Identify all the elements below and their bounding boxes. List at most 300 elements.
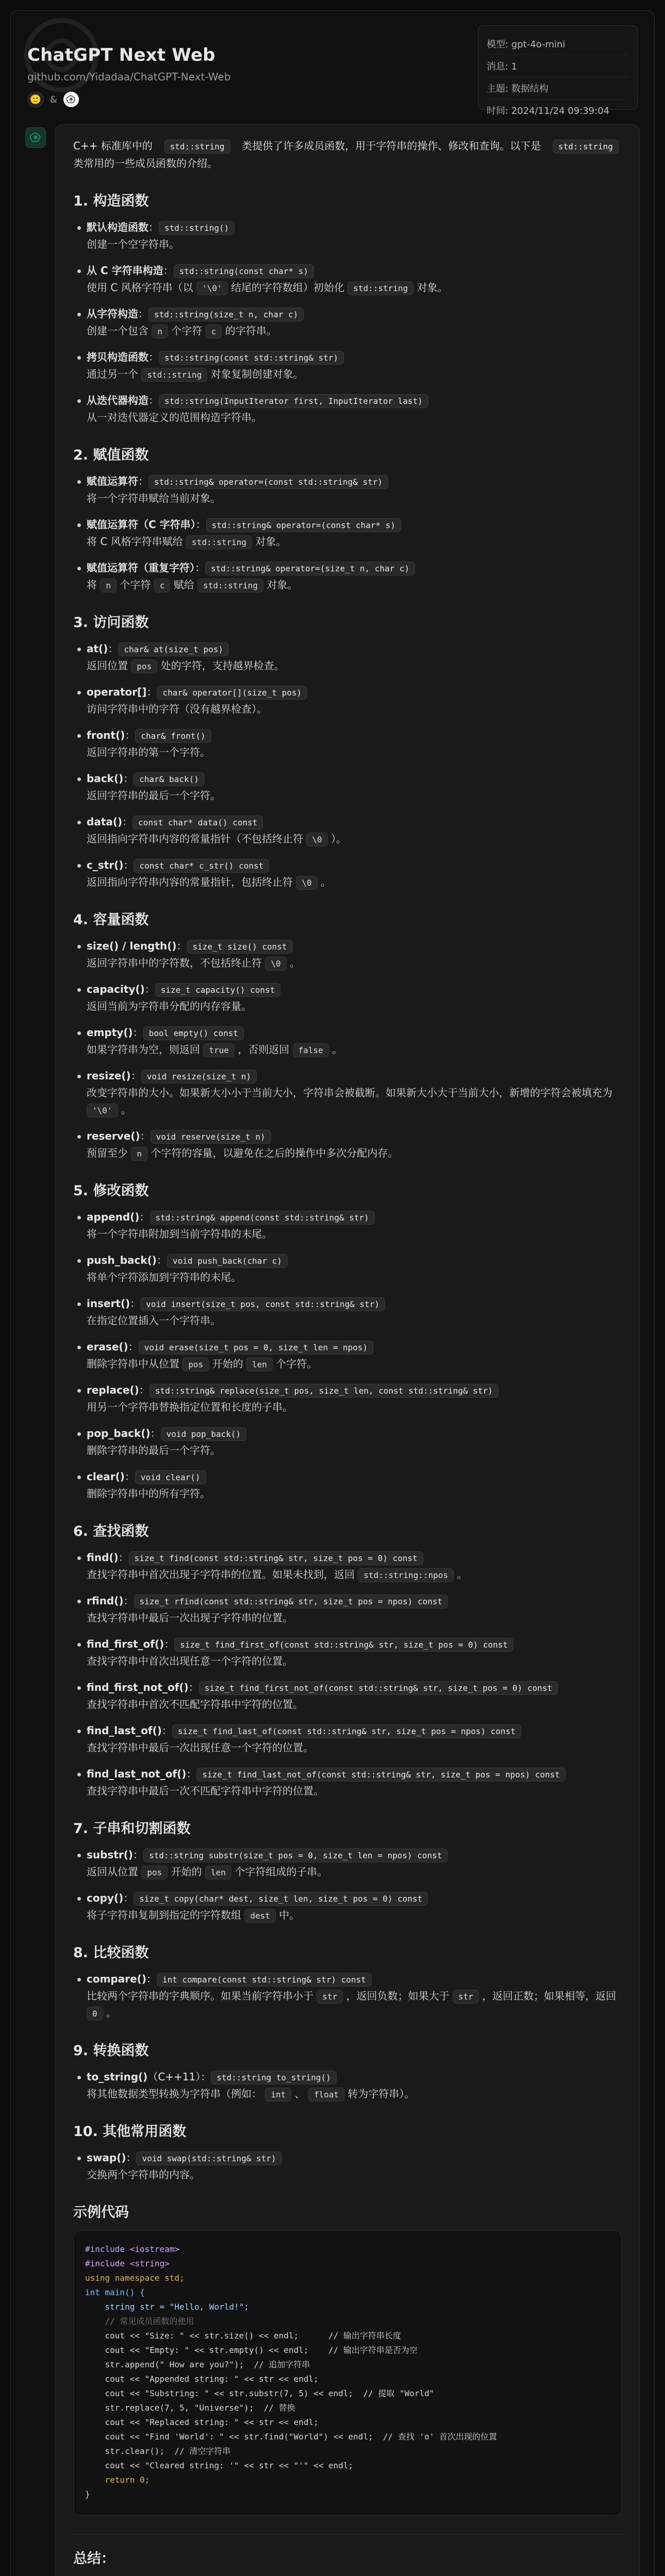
list-item <box>73 516 622 550</box>
item-label: erase() <box>87 1341 128 1353</box>
desc-inline-code: \0 <box>306 833 327 847</box>
code-text: cout << "Substring: " << str.substr(7, 5) << endl; // 提取 "World" <box>85 2388 435 2398</box>
item-label: find_first_of() <box>87 1638 164 1650</box>
desc-text: 结尾的字符数组）初始化 <box>230 281 344 294</box>
desc-text: 个字符的容量，以避免在之后的操作中多次分配内存。 <box>151 1147 398 1159</box>
list-item <box>73 1425 622 1459</box>
item-signature-code: std::string(InputIterator first, InputIterator last) <box>159 394 428 409</box>
item-signature-code: size_t copy(char* dest, size_t len, size_t pos = 0) const <box>134 1892 428 1906</box>
desc-inline-code: '\0' <box>87 1104 118 1118</box>
colon: ： <box>186 1768 197 1780</box>
desc-text: 。 <box>320 876 331 888</box>
item-description: 删除字符串中的所有字符。 <box>87 1487 210 1500</box>
item-description <box>87 323 622 340</box>
item-signature-code: std::string& replace(size_t pos, size_t len, const std::string& str) <box>149 1384 498 1398</box>
item-signature-code: void insert(size_t pos, const std::string& str) <box>140 1297 385 1312</box>
item-label: find_last_of() <box>87 1724 162 1737</box>
colon: ： <box>161 1724 172 1737</box>
colon: ： <box>118 1551 129 1564</box>
assistant-avatar <box>25 127 46 148</box>
code-line <box>85 2487 610 2502</box>
list-item <box>73 1592 622 1626</box>
section-list <box>73 640 622 891</box>
desc-text-3: 。 <box>106 2007 117 2019</box>
list-item <box>73 981 622 1015</box>
item-label: pop_back() <box>87 1427 151 1439</box>
list-item <box>73 1209 622 1243</box>
desc-inline-code: \0 <box>296 876 317 890</box>
item-label: capacity() <box>87 983 145 995</box>
code-text: } <box>85 2489 90 2499</box>
item-signature-code: std::string& operator=(const char* s) <box>206 518 401 533</box>
desc-text-2: 。 <box>332 1043 343 1056</box>
item-label: empty() <box>87 1026 133 1039</box>
colon: ： <box>130 1297 141 1310</box>
desc-inline-code-2: c <box>206 325 222 339</box>
assistant-message <box>25 124 640 2576</box>
code-text: str.replace(7, 5, "Universe"); // 替换 <box>85 2403 295 2413</box>
colon: ： <box>156 1254 167 1266</box>
desc-text: 。 <box>289 957 300 969</box>
desc-text: 通过另一个 <box>87 368 138 380</box>
section-title: 10. 其他常用函数 <box>73 2124 187 2140</box>
item-description: 将一个字符串赋给当前对象。 <box>87 492 221 504</box>
item-description <box>87 1145 622 1162</box>
repo-link[interactable]: github.com/Yidadaa/ChatGPT-Next-Web <box>27 71 231 83</box>
item-label: back() <box>87 772 124 785</box>
item-signature-code: std::string(size_t n, char c) <box>148 308 304 322</box>
inline-code-std-string-2: std::string <box>553 140 619 154</box>
item-signature-code: size_t find_first_not_of(const std::string& str, size_t pos = 0) const <box>199 1681 558 1696</box>
desc-inline-code: true <box>203 1043 235 1058</box>
code-line <box>85 2285 610 2300</box>
code-text: return 0; <box>85 2475 150 2485</box>
desc-inline-code: pos <box>131 659 157 674</box>
item-label: 赋值运算符（重复字符） <box>87 562 195 574</box>
code-text: str.append(" How are you?"); // 追加字符串 <box>85 2360 310 2369</box>
colon: ： <box>144 983 155 995</box>
item-label: push_back() <box>87 1254 157 1266</box>
desc-inline-code: int <box>265 2088 291 2102</box>
item-signature-code: std::string& operator=(size_t n, char c) <box>205 562 415 576</box>
desc-inline-code: pos <box>141 1866 168 1880</box>
item-description <box>87 366 622 383</box>
colon: ： <box>138 475 148 487</box>
item-label: 默认构造函数 <box>87 221 148 233</box>
item-description: 返回字符串的第一个字符。 <box>87 746 210 758</box>
item-signature-code: bool empty() const <box>143 1026 244 1041</box>
intro-before: C++ 标准库中的 <box>73 140 153 152</box>
list-item <box>73 1295 622 1329</box>
desc-inline-code: '\0' <box>196 281 228 296</box>
item-label: compare() <box>87 1973 146 1985</box>
list-item <box>73 684 622 718</box>
desc-inline-code: std::string <box>141 368 207 382</box>
item-label: swap() <box>87 2151 126 2164</box>
item-description <box>87 831 622 848</box>
desc-inline-code: dest <box>244 1909 276 1923</box>
desc-text: 返回指向字符串内容的常量指针（不包括终止符 <box>87 833 303 845</box>
desc-text-2: 的字符串。 <box>225 325 277 337</box>
item-label: 从迭代器构造 <box>87 394 148 406</box>
openai-icon <box>63 92 79 107</box>
list-item <box>73 1252 622 1286</box>
desc-text-2: 个字符。 <box>276 1358 318 1370</box>
item-signature-code: char& back() <box>134 772 205 787</box>
list-item <box>73 1067 622 1118</box>
colon: ： <box>139 1211 150 1223</box>
code-text: cout << "Find 'World': " << str.find("World") << endl; // 查找 'o' 首次出现的位置 <box>85 2432 497 2442</box>
desc-text: 返回从位置 <box>87 1866 138 1878</box>
item-label: front() <box>87 729 125 741</box>
desc-text: 将子字符串复制到指定的字符数组 <box>87 1909 241 1921</box>
item-description: 查找字符串中首次出现任意一个字符的位置。 <box>87 1655 293 1667</box>
code-line <box>85 2473 610 2487</box>
colon: ： <box>195 518 206 531</box>
colon: ： <box>195 562 205 574</box>
list-item <box>73 938 622 972</box>
colon: ： <box>176 940 187 952</box>
item-signature-code: void pop_back() <box>161 1427 247 1442</box>
item-signature-code: void clear() <box>135 1470 206 1485</box>
desc-text-3: 对象。 <box>267 579 298 591</box>
code-text: cout << "Appended string: " << str << endl; <box>85 2374 319 2384</box>
list-item <box>73 1128 622 1162</box>
item-label: c_str() <box>87 859 124 871</box>
item-signature-code: size_t size() const <box>187 940 293 954</box>
colon: ： <box>122 816 133 828</box>
user-emoji-icon: 🙂 <box>27 91 44 108</box>
list-item <box>73 1679 622 1713</box>
item-label-suffix: （C++11） <box>147 2071 201 2083</box>
section-title: 4. 容量函数 <box>73 912 149 928</box>
list-item <box>73 1636 622 1670</box>
item-signature-code: char& operator[](size_t pos) <box>157 686 307 700</box>
code-text: cout << "Replaced string: " << str << endl; <box>85 2417 319 2427</box>
item-label: clear() <box>87 1470 125 1483</box>
intro-after-2: 类常用的一些成员函数的介绍。 <box>73 157 218 170</box>
item-description: 将单个字符添加到字符串的末尾。 <box>87 1271 241 1283</box>
desc-text: 返回位置 <box>87 659 128 672</box>
item-label: reserve() <box>87 1130 140 1142</box>
item-label: insert() <box>87 1297 130 1310</box>
colon: ： <box>130 1070 141 1082</box>
item-label: 从字符构造 <box>87 308 138 320</box>
item-description <box>87 1566 622 1583</box>
code-text: using namespace std; <box>85 2273 185 2283</box>
section-title: 1. 构造函数 <box>73 193 149 209</box>
item-signature-code: std::string& append(const std::string& str) <box>150 1211 375 1225</box>
app-title: ChatGPT Next Web <box>27 45 215 65</box>
item-description <box>87 1863 622 1880</box>
item-label: data() <box>87 816 123 828</box>
desc-text: 对象。 <box>255 535 287 548</box>
desc-text: 删除字符串中从位置 <box>87 1358 179 1370</box>
item-description <box>87 533 622 550</box>
list-item <box>73 640 622 674</box>
desc-text: 将其他数据类型转换为字符串（例如： <box>87 2088 262 2100</box>
chat-area <box>11 124 654 2576</box>
desc-text: 将 C 风格字符串赋给 <box>87 535 183 548</box>
meta-model: 模型: gpt-4o-mini <box>487 33 629 55</box>
item-description <box>87 955 622 972</box>
section-title: 7. 子串和切割函数 <box>73 1821 191 1837</box>
colon: ： <box>188 1681 199 1693</box>
desc-inline-code-3: std::string <box>197 579 263 593</box>
list-item <box>73 1338 622 1372</box>
meta-topic: 主题: 数据结构 <box>487 77 629 99</box>
item-label: to_string() <box>87 2071 148 2083</box>
summary-title: 总结： <box>73 2551 115 2567</box>
colon: ： <box>125 729 136 741</box>
colon: ： <box>146 1973 157 1985</box>
header-icons <box>27 91 230 108</box>
list-item <box>73 306 622 340</box>
section-title: 3. 访问函数 <box>73 615 149 631</box>
item-description: 访问字符串中的字符（没有越界检查）。 <box>87 703 267 715</box>
item-label: size() / length() <box>87 940 177 952</box>
code-line <box>85 2329 610 2343</box>
list-item <box>73 1549 622 1583</box>
section-list <box>73 1549 622 1800</box>
desc-inline-code-2: len <box>205 1866 231 1880</box>
desc-inline-code: n <box>131 1147 147 1161</box>
section-title: 6. 查找函数 <box>73 1523 149 1539</box>
desc-text: 使用 C 风格字符串（以 <box>87 281 193 294</box>
desc-inline-code: n <box>100 579 117 593</box>
colon: ： <box>139 1384 149 1396</box>
colon: ： <box>123 772 134 785</box>
item-signature-code: std::string to_string() <box>211 2071 337 2085</box>
item-description: 查找字符串中最后一次不匹配字符串中字符的位置。 <box>87 1785 324 1797</box>
section-list <box>73 2069 622 2103</box>
item-signature-code: std::string& operator=(const std::string& str) <box>148 475 388 489</box>
item-signature-code: size_t find(const std::string& str, size_t pos = 0) const <box>129 1551 423 1566</box>
item-description: 从一对迭代器定义的范围构造字符串。 <box>87 411 262 423</box>
item-signature-code: std::string substr(size_t pos = 0, size_t len = npos) const <box>143 1849 447 1863</box>
code-line <box>85 2314 610 2329</box>
item-signature-code: char& front() <box>135 729 211 743</box>
intro-paragraph <box>73 137 622 172</box>
brand-left <box>27 25 230 110</box>
item-signature-code: size_t find_first_of(const std::string& str, size_t pos = 0) const <box>174 1638 513 1652</box>
summary-box <box>73 2534 622 2576</box>
list-item <box>73 262 622 296</box>
section-list <box>73 938 622 1162</box>
list-item <box>73 1722 622 1756</box>
desc-text: ，否则返回 <box>238 1043 290 1056</box>
openai-avatar-icon <box>30 132 41 143</box>
colon: ： <box>128 1341 139 1353</box>
section-list <box>73 2149 622 2183</box>
item-description <box>87 1988 622 2022</box>
chat-export-frame <box>10 10 655 2576</box>
desc-inline-code: \0 <box>265 957 286 971</box>
desc-inline-code-3: 0 <box>87 2007 103 2021</box>
item-signature-code: std::string(const std::string& str) <box>159 351 344 365</box>
desc-text: 预留至少 <box>87 1147 128 1159</box>
item-description <box>87 279 622 296</box>
desc-inline-code-2: std::string <box>347 281 413 296</box>
code-text: #include <iostream> <box>85 2244 180 2254</box>
assistant-bubble <box>55 124 640 2576</box>
item-label: 从 C 字符串构造 <box>87 264 163 277</box>
code-line <box>85 2430 610 2444</box>
desc-text: 对象复制创建对象。 <box>210 368 304 380</box>
list-item <box>73 1971 622 2022</box>
colon: ： <box>132 1026 143 1039</box>
meta-card <box>478 25 638 116</box>
item-description: 返回字符串的最后一个字符。 <box>87 789 221 802</box>
code-line <box>85 2242 610 2257</box>
desc-inline-code-2: str <box>453 1990 479 2004</box>
list-item <box>73 1766 622 1800</box>
code-text: cout << "Size: " << str.size() << endl; // 输出字符串长度 <box>85 2331 401 2341</box>
item-description <box>87 1355 622 1372</box>
list-item <box>73 219 622 253</box>
section-title: 2. 赋值函数 <box>73 447 149 463</box>
code-line <box>85 2459 610 2473</box>
desc-text: 开始的 <box>212 1358 243 1370</box>
colon: ： <box>163 264 174 277</box>
colon: ： <box>123 859 134 871</box>
list-item <box>73 349 622 383</box>
section-title: 8. 比较函数 <box>73 1945 149 1961</box>
desc-text: 比较两个字符串的字典顺序。如果当前字符串小于 <box>87 1990 313 2002</box>
item-signature-code: void reserve(size_t n) <box>151 1130 271 1144</box>
item-signature-code: char& at(size_t pos) <box>118 642 229 657</box>
code-line <box>85 2343 610 2358</box>
sections <box>73 190 622 2183</box>
code-text: int main() { <box>85 2287 145 2297</box>
item-label: 拷贝构造函数 <box>87 351 148 363</box>
openai-icon-glyph <box>66 95 76 104</box>
item-description: 创建一个空字符串。 <box>87 238 179 250</box>
item-signature-code: size_t capacity() const <box>155 983 281 997</box>
item-description <box>87 1041 622 1058</box>
list-item <box>73 727 622 761</box>
item-label: 赋值运算符 <box>87 475 138 487</box>
intro-after: 类提供了许多成员函数，用于字符串的操作、修改和查询。以下是 <box>242 140 541 152</box>
list-item <box>73 770 622 804</box>
meta-messages: 消息: 1 <box>487 55 629 77</box>
desc-text-2: 对象。 <box>417 281 448 294</box>
colon: ： <box>148 351 159 363</box>
colon: ： <box>146 686 157 698</box>
code-text: #include <string> <box>85 2259 170 2268</box>
code-line <box>85 2257 610 2271</box>
item-description <box>87 1907 622 1924</box>
desc-text: 。 <box>121 1104 131 1116</box>
list-item <box>73 1890 622 1924</box>
colon: ： <box>148 221 159 233</box>
list-item <box>73 814 622 848</box>
code-text: cout << "Cleared string: '" << str << "'" << endl; <box>85 2461 354 2470</box>
desc-text: 。 <box>457 1568 468 1581</box>
desc-inline-code-2: false <box>293 1043 329 1058</box>
list-item <box>73 2069 622 2103</box>
desc-text: 创建一个包含 <box>87 325 148 337</box>
desc-text: ）。 <box>330 833 346 845</box>
example-code <box>74 2231 621 2515</box>
code-text: // 常见成员函数的使用 <box>85 2316 194 2326</box>
desc-text: 将 <box>87 579 97 591</box>
desc-text: ，返回负数；如果大于 <box>346 1990 450 2002</box>
item-signature-code: size_t find_last_of(const std::string& str, size_t pos = npos) const <box>172 1724 521 1739</box>
ampersand-text: & <box>50 94 58 105</box>
app-header <box>11 11 654 124</box>
item-signature-code: void push_back(char c) <box>167 1254 288 1268</box>
colon: ： <box>108 642 119 655</box>
desc-inline-code-2: len <box>246 1358 273 1372</box>
item-label: at() <box>87 642 108 655</box>
item-description: 交换两个字符串的内容。 <box>87 2168 200 2181</box>
item-description: 删除字符串的最后一个字符。 <box>87 1444 221 1456</box>
desc-text-2: 赋给 <box>173 579 194 591</box>
section-list <box>73 1209 622 1502</box>
section-list <box>73 1971 622 2022</box>
desc-text: 中。 <box>279 1909 300 1921</box>
colon: ： <box>123 1595 134 1607</box>
colon: ： <box>133 1849 144 1861</box>
desc-text: 查找字符串中首次出现子字符串的位置。如果未找到，返回 <box>87 1568 355 1581</box>
item-signature-code: std::string(const char* s) <box>174 264 314 279</box>
item-signature-code: std::string() <box>159 221 235 235</box>
item-description <box>87 657 622 674</box>
list-item <box>73 392 622 426</box>
item-signature-code: size_t find_last_not_of(const std::string& str, size_t pos = npos) const <box>196 1768 566 1782</box>
colon: ： <box>123 1892 134 1904</box>
item-description: 查找字符串中最后一次出现子字符串的位置。 <box>87 1612 293 1624</box>
example-title: 示例代码 <box>73 2205 129 2221</box>
section-title: 5. 修改函数 <box>73 1183 149 1199</box>
item-description <box>87 577 622 594</box>
example-codeblock <box>73 2230 622 2516</box>
item-description: 在指定位置插入一个字符串。 <box>87 1314 221 1327</box>
desc-text: 、 <box>294 2088 305 2100</box>
desc-text: 处的字符，支持越界检查。 <box>160 659 285 672</box>
list-item <box>73 1468 622 1502</box>
item-signature-code: size_t rfind(const std::string& str, size_t pos = npos) const <box>134 1595 448 1609</box>
code-line <box>85 2300 610 2314</box>
desc-inline-code: std::string::npos <box>358 1568 454 1583</box>
code-line <box>85 2372 610 2386</box>
desc-text: 返回指向字符串内容的常量指针，包括终止符 <box>87 876 293 888</box>
list-item <box>73 2149 622 2183</box>
item-signature-code: void erase(size_t pos = 0, size_t len = npos) <box>139 1341 373 1355</box>
desc-text: 返回字符串中的字符数，不包括终止符 <box>87 957 262 969</box>
item-signature-code: int compare(const std::string& str) const <box>157 1973 372 1987</box>
item-label: copy() <box>87 1892 124 1904</box>
colon: ： <box>201 2071 211 2083</box>
item-label: 赋值运算符（C 字符串） <box>87 518 196 531</box>
item-label: find_first_not_of() <box>87 1681 189 1693</box>
desc-inline-code: std::string <box>186 535 252 550</box>
list-item <box>73 1846 622 1880</box>
item-label: resize() <box>87 1070 131 1082</box>
section-title: 9. 转换函数 <box>73 2043 149 2059</box>
desc-text: 开始的 <box>171 1866 202 1878</box>
item-description <box>87 1084 622 1118</box>
desc-text: 如果字符串为空，则返回 <box>87 1043 200 1056</box>
desc-text: 改变字符串的大小。如果新大小小于当前大小，字符串会被截断。如果新大小大于当前大小，新增的字符会被填充为 <box>87 1087 612 1099</box>
code-line <box>85 2401 610 2415</box>
desc-inline-code: pos <box>182 1358 209 1372</box>
item-label: find() <box>87 1551 119 1564</box>
item-description: 将一个字符串附加到当前字符串的末尾。 <box>87 1228 272 1240</box>
desc-text: 个字符 <box>120 579 151 591</box>
item-description: 查找字符串中最后一次出现任意一个字符的位置。 <box>87 1741 313 1754</box>
